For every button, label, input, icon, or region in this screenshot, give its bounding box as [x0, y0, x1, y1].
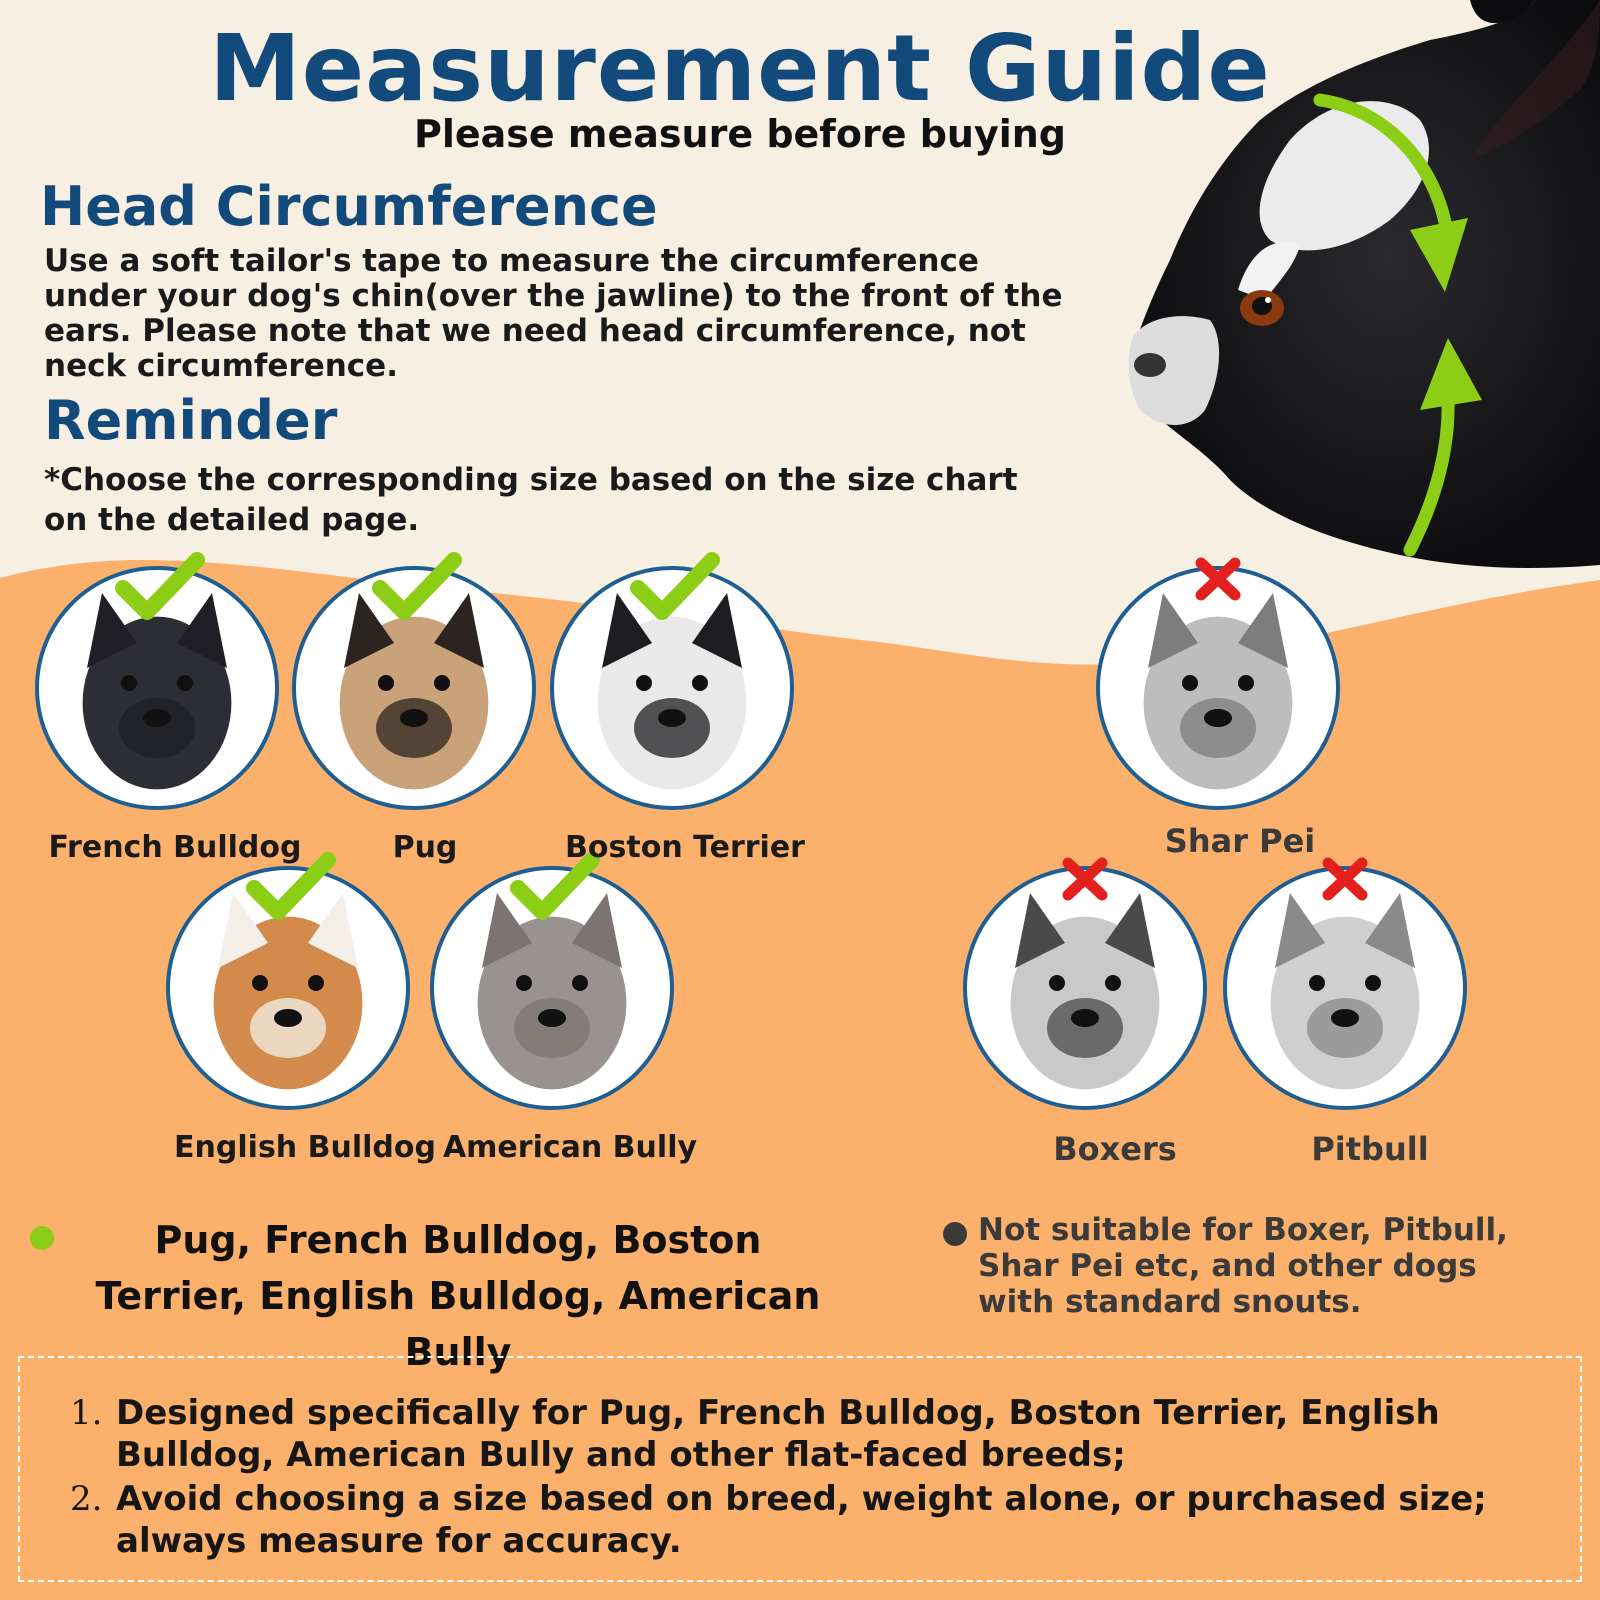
tips-box: [18, 1356, 1582, 1582]
dog-nose-shape: [538, 1009, 566, 1027]
breed-label-shar-pei: Shar Pei: [1164, 822, 1316, 860]
dog-muzzle-shape: [250, 998, 326, 1058]
breed-circle-pitbull: [1225, 863, 1465, 1108]
breed-label-english-bulldog: English Bulldog: [174, 1130, 436, 1165]
dog-muzzle-shape: [1180, 698, 1256, 758]
dog-eye-shape: [308, 975, 324, 991]
dog-eye-shape: [1238, 675, 1254, 691]
dog-nose-shape: [1331, 1009, 1359, 1027]
dog-eye-shape: [1049, 975, 1065, 991]
breed-label-pitbull: Pitbull: [1311, 1130, 1429, 1168]
head-circumference-heading: Head Circumference: [40, 175, 658, 238]
dog-nose-shape: [658, 709, 686, 727]
breed-label-pug: Pug: [392, 830, 458, 865]
dog-nose-shape: [1071, 1009, 1099, 1027]
tip-item: [70, 1478, 1546, 1562]
dog-eye-shape: [378, 675, 394, 691]
dog-eye-shape: [572, 975, 588, 991]
dog-eye-shape: [692, 675, 708, 691]
dog-nose-shape: [274, 1009, 302, 1027]
reminder-heading: Reminder: [44, 389, 338, 452]
page-title: Measurement Guide: [209, 15, 1271, 122]
unsuitable-breeds-note: Not suitable for Boxer, Pitbull, Shar Pei etc, and other dogs with standard snouts.: [978, 1212, 1508, 1320]
dog-eye-shape: [636, 675, 652, 691]
dog-eye-shape: [1105, 975, 1121, 991]
dog-eye-shape: [252, 975, 268, 991]
dog-eye-shape: [1182, 675, 1198, 691]
green-bullet-icon: [30, 1226, 54, 1250]
tip-item: [70, 1392, 1546, 1476]
breed-label-american-bully: American Bully: [442, 1130, 698, 1165]
dog-muzzle-shape: [119, 698, 195, 758]
dog-muzzle-shape: [634, 698, 710, 758]
dog-muzzle-shape: [376, 698, 452, 758]
tip-number: 1.: [70, 1393, 103, 1433]
dog-eye-shape: [434, 675, 450, 691]
dog-eye-shape: [1365, 975, 1381, 991]
dog-muzzle-shape: [1307, 998, 1383, 1058]
head-circumference-text: Use a soft tailor's tape to measure the circumference under your dog's chin(over the jawline) to the front of the ears. Please note that we need head circumference, not neck circumference.: [44, 243, 1063, 384]
gray-bullet-icon: [943, 1222, 967, 1246]
tip-text: Avoid choosing a size based on breed, weight alone, or purchased size; always measure for accuracy.: [116, 1479, 1487, 1561]
tip-number: 2.: [70, 1479, 103, 1519]
breed-circle-shar-pei: [1098, 563, 1338, 808]
dog-muzzle-shape: [1047, 998, 1123, 1058]
breed-label-french-bulldog: French Bulldog: [48, 830, 302, 865]
tip-text: Designed specifically for Pug, French Bulldog, Boston Terrier, English Bulldog, American Bully and other flat-faced breeds;: [116, 1393, 1440, 1475]
dog-eye-shape: [516, 975, 532, 991]
reminder-text: *Choose the corresponding size based on the size chart on the detailed page.: [44, 462, 1018, 538]
dog-nose-shape: [1204, 709, 1232, 727]
dog-nose-shape: [143, 709, 171, 727]
suitable-breeds-note: Pug, French Bulldog, Boston Terrier, English Bulldog, American Bully: [95, 1218, 821, 1374]
dog-eye-shape: [1309, 975, 1325, 991]
dog-nose-shape: [400, 709, 428, 727]
breed-label-boston-terrier: Boston Terrier: [565, 830, 805, 865]
page-subtitle: Please measure before buying: [414, 112, 1066, 156]
dog-muzzle-shape: [514, 998, 590, 1058]
breed-circle-boxers: [965, 863, 1205, 1108]
breed-label-boxers: Boxers: [1053, 1130, 1177, 1168]
dog-eye-shape: [121, 675, 137, 691]
dog-eye-shape: [177, 675, 193, 691]
